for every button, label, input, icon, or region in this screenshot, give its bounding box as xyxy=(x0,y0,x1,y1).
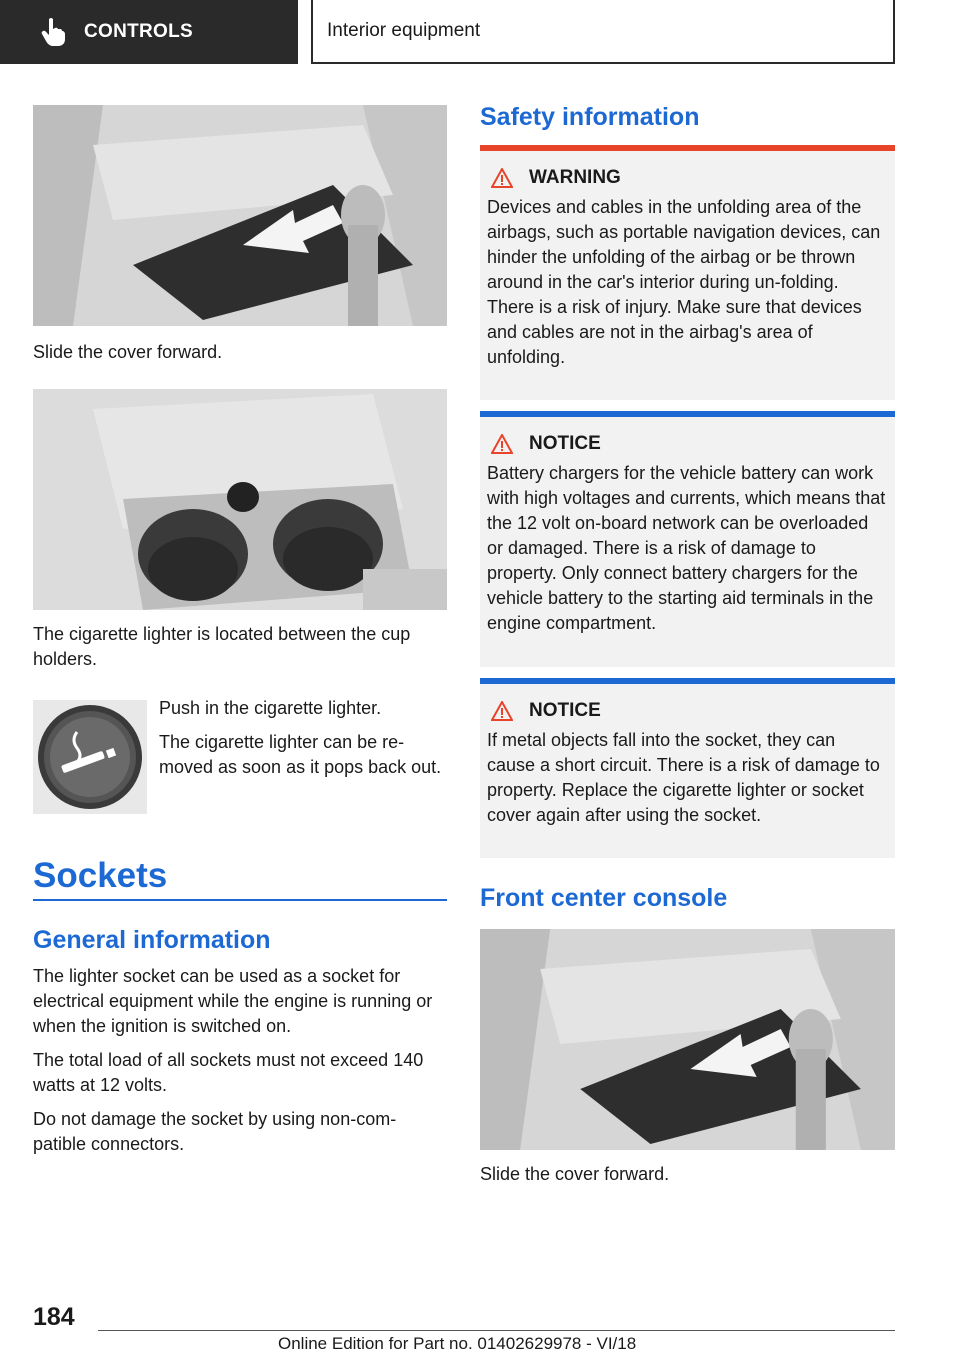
sockets-divider xyxy=(33,899,447,901)
general-paragraph-2: The total load of all sockets must not exceed 140 watts at 12 volts. xyxy=(33,1050,424,1095)
notice-bar-metal-objects xyxy=(480,678,895,684)
header-chapter-label: Interior equipment xyxy=(327,20,481,41)
console-cover-figure xyxy=(33,105,447,326)
warning-text: Devices and cables in the unfolding area of the airbags, such as portable navigation devices, can hinder the unfolding of the airbag or be thrown around in the car's interior during un‐folding. There is a risk of injury. Make sure that devices and cables are not in the airbag's area of unfolding. xyxy=(487,197,881,367)
sockets-heading: Sockets xyxy=(33,856,168,895)
cup-holder-figure xyxy=(33,389,447,610)
front-console-cover-figure xyxy=(480,929,895,1150)
warning-triangle-icon xyxy=(491,168,513,188)
notice-bar-chargers xyxy=(480,411,895,417)
safety-information-heading: Safety information xyxy=(480,103,700,131)
hand-pointer-icon xyxy=(40,17,66,47)
general-paragraph-3: Do not damage the socket by using non-com‐patible connectors. xyxy=(33,1109,397,1154)
footer-edition: Online Edition for Part no. 01402629978 - VI/18 xyxy=(278,1334,637,1353)
warning-bar xyxy=(480,145,895,151)
footer-divider xyxy=(98,1330,895,1331)
warning-box xyxy=(480,145,895,400)
warning-label: WARNING xyxy=(529,167,621,188)
notice-box-metal-objects xyxy=(480,678,895,858)
notice-box-chargers xyxy=(480,411,895,667)
notice-label-metal-objects: NOTICE xyxy=(529,700,601,721)
header-section-tab xyxy=(0,0,298,64)
notice-triangle-icon xyxy=(491,434,513,454)
lighter-remove-text: The cigarette lighter can be re‐moved as soon as it pops back out. xyxy=(159,732,442,777)
header-chapter-tab xyxy=(311,0,895,64)
lighter-push-text: Push in the cigarette lighter. xyxy=(159,698,382,718)
header-section-label: CONTROLS xyxy=(84,21,194,42)
notice-text-metal-objects: If metal objects fall into the socket, they can cause a short circuit. There is a risk of damage to property. Replace the cigarette lighter or socket cover again after using the socket. xyxy=(487,730,880,825)
caption-front-slide-cover: Slide the cover forward. xyxy=(480,1164,670,1184)
general-information-heading: General information xyxy=(33,926,271,954)
caption-cigarette-lighter-location: The cigarette lighter is located between the cup holders. xyxy=(33,624,411,669)
notice-label-chargers: NOTICE xyxy=(529,433,601,454)
general-paragraph-1: The lighter socket can be used as a socket for electrical equipment while the engine is running or when the ignition is switched on. xyxy=(33,966,433,1036)
notice-triangle-icon xyxy=(491,701,513,721)
page-number: 184 xyxy=(33,1303,75,1331)
front-center-console-heading: Front center console xyxy=(480,884,728,912)
cigarette-lighter-button-figure xyxy=(33,700,147,814)
caption-slide-cover: Slide the cover forward. xyxy=(33,342,223,362)
notice-text-chargers: Battery chargers for the vehicle battery can work with high voltages and currents, which means that the 12 volt on-board network can be overloaded or damaged. There is a risk of damage to property. Only connect battery chargers for the vehicle battery to the starting aid terminals in the engine compartment. xyxy=(487,463,886,633)
